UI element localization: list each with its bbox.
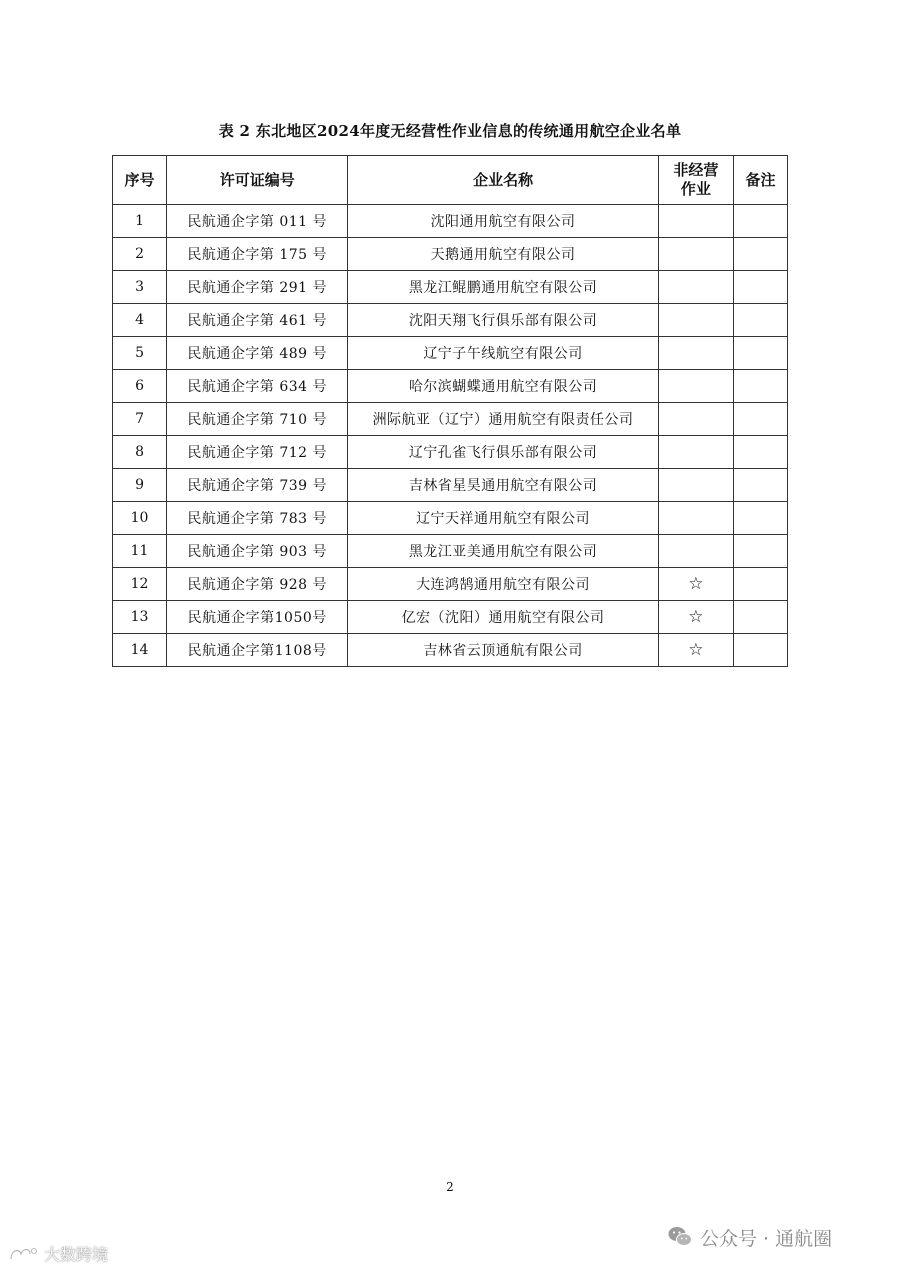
cell-license-number: 民航通企字第 011 号 (167, 205, 348, 238)
table-row (113, 601, 788, 634)
cell-serial-number: 8 (113, 436, 167, 469)
cell-non-business-flag (658, 403, 733, 436)
cell-non-business-flag (658, 436, 733, 469)
cell-remarks (733, 403, 787, 436)
cell-remarks (733, 568, 787, 601)
cell-non-business-flag: ☆ (658, 568, 733, 601)
cell-license-number: 民航通企字第 739 号 (167, 469, 348, 502)
cell-non-business-flag (658, 271, 733, 304)
table-row (113, 436, 788, 469)
cell-serial-number: 2 (113, 238, 167, 271)
table-row (113, 205, 788, 238)
cell-company-name: 洲际航亚（辽宁）通用航空有限责任公司 (348, 403, 658, 436)
cell-non-business-flag (658, 370, 733, 403)
table-row (113, 535, 788, 568)
header-company-name: 企业名称 (348, 156, 658, 205)
table-row (113, 271, 788, 304)
header-license-number: 许可证编号 (167, 156, 348, 205)
cell-serial-number: 4 (113, 304, 167, 337)
cell-serial-number: 13 (113, 601, 167, 634)
cell-remarks (733, 436, 787, 469)
wechat-watermark (668, 1222, 832, 1252)
cell-license-number: 民航通企字第 783 号 (167, 502, 348, 535)
cell-license-number: 民航通企字第 461 号 (167, 304, 348, 337)
cell-license-number: 民航通企字第 710 号 (167, 403, 348, 436)
table-row (113, 337, 788, 370)
cell-license-number: 民航通企字第 175 号 (167, 238, 348, 271)
cell-remarks (733, 370, 787, 403)
table-header-row (113, 156, 788, 205)
cell-license-number: 民航通企字第1050号 (167, 601, 348, 634)
cell-non-business-flag (658, 337, 733, 370)
cell-non-business-flag (658, 205, 733, 238)
cell-serial-number: 6 (113, 370, 167, 403)
cell-serial-number: 9 (113, 469, 167, 502)
cell-company-name: 亿宏（沈阳）通用航空有限公司 (348, 601, 658, 634)
table-row (113, 568, 788, 601)
table-title: 表 2 东北地区2024年度无经营性作业信息的传统通用航空企业名单 (218, 122, 682, 140)
cell-serial-number: 5 (113, 337, 167, 370)
cell-remarks (733, 469, 787, 502)
cell-company-name: 沈阳天翔飞行俱乐部有限公司 (348, 304, 658, 337)
cell-company-name: 辽宁天祥通用航空有限公司 (348, 502, 658, 535)
cell-serial-number: 12 (113, 568, 167, 601)
cell-remarks (733, 238, 787, 271)
cell-license-number: 民航通企字第 489 号 (167, 337, 348, 370)
cell-company-name: 天鹅通用航空有限公司 (348, 238, 658, 271)
cell-serial-number: 14 (113, 634, 167, 667)
cell-company-name: 黑龙江鲲鹏通用航空有限公司 (348, 271, 658, 304)
cell-company-name: 辽宁子午线航空有限公司 (348, 337, 658, 370)
brand-logo-icon (8, 1245, 38, 1263)
table-row (113, 238, 788, 271)
brand-watermark (8, 1242, 108, 1265)
cell-company-name: 黑龙江亚美通用航空有限公司 (348, 535, 658, 568)
cell-serial-number: 3 (113, 271, 167, 304)
table-body (113, 205, 788, 667)
brand-watermark-text: 大数跨境 (44, 1245, 109, 1264)
header-non-business-operation (658, 156, 733, 205)
cell-serial-number: 10 (113, 502, 167, 535)
cell-remarks (733, 304, 787, 337)
cell-license-number: 民航通企字第 291 号 (167, 271, 348, 304)
cell-serial-number: 11 (113, 535, 167, 568)
wechat-icon (668, 1226, 692, 1248)
cell-remarks (733, 271, 787, 304)
table-row (113, 469, 788, 502)
table-row (113, 370, 788, 403)
cell-remarks (733, 502, 787, 535)
header-remarks: 备注 (733, 156, 787, 205)
cell-license-number: 民航通企字第 928 号 (167, 568, 348, 601)
cell-license-number: 民航通企字第1108号 (167, 634, 348, 667)
cell-remarks (733, 634, 787, 667)
wechat-watermark-text: 公众号 · 通航圈 (700, 1227, 833, 1250)
cell-non-business-flag (658, 304, 733, 337)
cell-company-name: 吉林省星昊通用航空有限公司 (348, 469, 658, 502)
cell-non-business-flag: ☆ (658, 601, 733, 634)
cell-license-number: 民航通企字第 712 号 (167, 436, 348, 469)
cell-license-number: 民航通企字第 903 号 (167, 535, 348, 568)
page-number: 2 (446, 1180, 454, 1194)
header-serial-number: 序号 (113, 156, 167, 205)
table-row (113, 634, 788, 667)
cell-non-business-flag (658, 469, 733, 502)
cell-license-number: 民航通企字第 634 号 (167, 370, 348, 403)
cell-serial-number: 1 (113, 205, 167, 238)
cell-remarks (733, 205, 787, 238)
cell-remarks (733, 535, 787, 568)
cell-serial-number: 7 (113, 403, 167, 436)
cell-company-name: 辽宁孔雀飞行俱乐部有限公司 (348, 436, 658, 469)
cell-company-name: 沈阳通用航空有限公司 (348, 205, 658, 238)
cell-non-business-flag (658, 535, 733, 568)
cell-company-name: 大连鸿鹄通用航空有限公司 (348, 568, 658, 601)
table-row (113, 502, 788, 535)
cell-remarks (733, 601, 787, 634)
cell-non-business-flag: ☆ (658, 634, 733, 667)
cell-company-name: 哈尔滨蝴蝶通用航空有限公司 (348, 370, 658, 403)
company-table (112, 155, 788, 667)
cell-non-business-flag (658, 502, 733, 535)
table-row (113, 304, 788, 337)
cell-non-business-flag (658, 238, 733, 271)
cell-company-name: 吉林省云顶通航有限公司 (348, 634, 658, 667)
header-non-business-line2: 作业 (680, 180, 711, 198)
table-row (113, 403, 788, 436)
cell-remarks (733, 337, 787, 370)
header-non-business-line1: 非经营 (673, 161, 719, 179)
